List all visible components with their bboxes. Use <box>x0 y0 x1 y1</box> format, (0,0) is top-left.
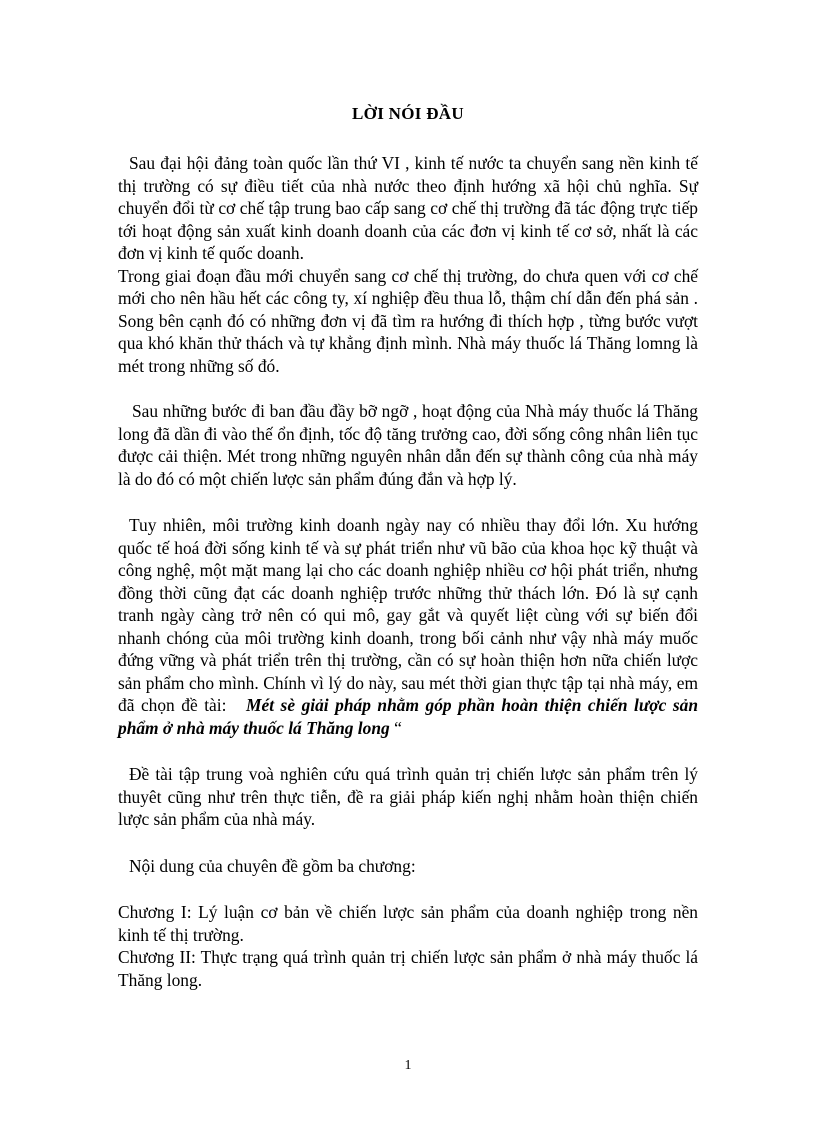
page-title: LỜI NÓI ĐẦU <box>352 104 464 123</box>
document-body <box>118 152 698 991</box>
paragraph-2: Trong giai đoạn đầu mới chuyển sang cơ chế thị trường, do chưa quen với cơ chế mới cho nên hầu hết các công ty, xí nghiệp đều thua lỗ, thậm chí dẫn đến phá sản . Song bên cạnh đó có những đơn vị đã tìm ra hướng đi thích hợp , từng bước vượt qua khó khăn thử thách và tự khẳng định mình. Nhà máy thuốc lá Thăng lomng là mét trong những số đó. <box>118 265 698 376</box>
paragraph-1: Sau đại hội đảng toàn quốc lần thứ VI , kinh tế nước ta chuyển sang nền kinh tế thị trường có sự điều tiết của nhà nước theo định hướng xã hội chủ nghĩa. Sự chuyển đổi từ cơ chế tập trung bao cấp sang cơ chế thị trường đã tác động trực tiếp tới hoạt động sản xuất kinh doanh doanh của các đơn vị kinh tế cơ sở, nhất là các đơn vị kinh tế quốc doanh. <box>118 153 698 263</box>
paragraph-4-text: Tuy nhiên, môi trường kinh doanh ngày nay có nhiều thay đổi lớn. Xu hướng quốc tế hoá đời sống kinh tế và sự phát triển như vũ bão của khoa học kỹ thuật và công nghệ, một mặt mang lại cho các doanh nghiệp nhiều cơ hội phát triển, nhưng đồng thời cũng đạt các doanh nghiệp trước những thử thách lớn. Đó là sự cạnh tranh ngày càng trở nên có qui mô, gay gắt và quyết liệt cùng với sự biến đổi nhanh chóng của môi trường kinh doanh, trong bối cảnh như vậy nhà máy muốc đứng vững và phát triển trên thị trường, cần có sự hoàn thiện hơn nữa chiến lược sản phẩm cho mình. Chính vì lý do này, sau mét thời gian thực tập tại nhà máy, em đã chọn đề tài: <box>118 515 698 715</box>
topic-closing: “ <box>389 717 402 738</box>
paragraph-3: Sau những bước đi ban đầu đầy bỡ ngỡ , hoạt động của Nhà máy thuốc lá Thăng long đã dần đi vào thế ổn định, tốc độ tăng trưởng cao, đời sống công nhân liên tục được cải thiện. Mét trong những nguyên nhân dẫn đến sự thành công của nhà máy là do đó có một chiến lược sản phẩm đúng đắn và hợp lý. <box>118 401 698 489</box>
chapter-2: Chương II: Thực trạng quá trình quản trị chiến lược sản phẩm ở nhà máy thuốc lá Thăng long. <box>118 947 698 990</box>
page-number: 1 <box>404 1058 412 1073</box>
chapter-1: Chương I: Lý luận cơ bản về chiến lược sản phẩm của doanh nghiệp trong nền kinh tế thị trường. <box>118 902 698 945</box>
paragraph-4 <box>118 514 698 739</box>
paragraph-6: Nội dung của chuyên đề gồm ba chương: <box>129 855 416 876</box>
topic-title: Mét sè giải pháp nhằm góp phần hoàn thiện chiến lược sản phẩm ở nhà máy thuốc lá Thăng long <box>118 695 698 738</box>
paragraph-5: Đề tài tập trung voà nghiên cứu quá trình quản trị chiến lược sản phẩm trên lý thuyêt cũng như trên thực tiễn, đề ra giải pháp kiến nghị nhằm hoàn thiện chiến lược sản phẩm của nhà máy. <box>118 764 698 829</box>
